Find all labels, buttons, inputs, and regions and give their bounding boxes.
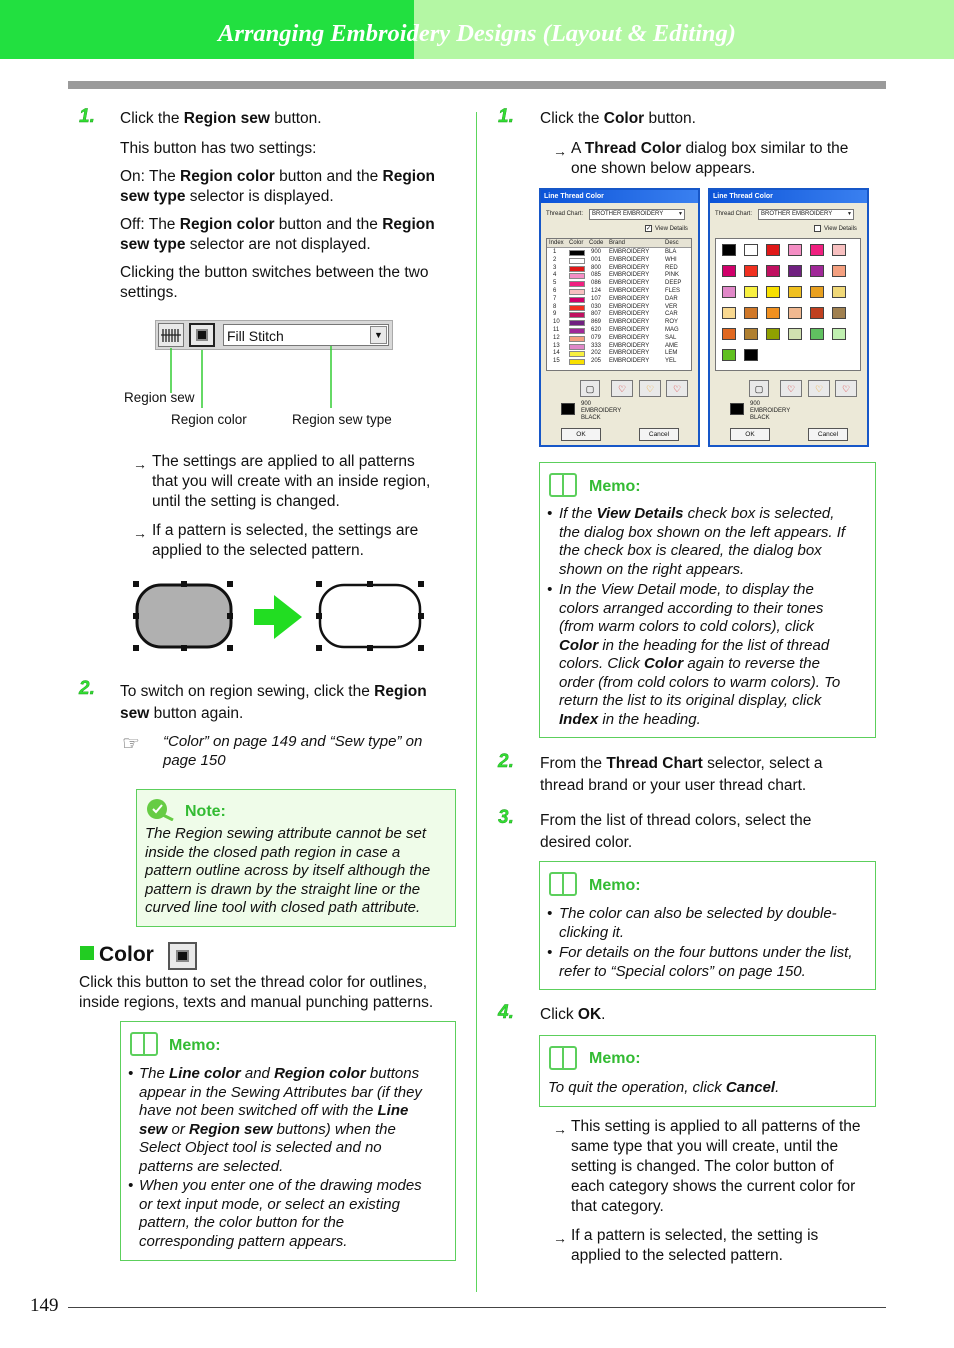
- color-swatch[interactable]: [788, 244, 802, 256]
- paragraph: Clicking the button switches between the two: [120, 264, 429, 281]
- special-color-buttons: [580, 380, 702, 400]
- chevron-down-icon[interactable]: ▼: [370, 326, 387, 344]
- memo-bullet-marker: •: [547, 505, 553, 522]
- view-details-checkbox[interactable]: [814, 225, 821, 232]
- thread-chart-label: Thread Chart:: [546, 211, 584, 217]
- chevron-down-icon: ▼: [678, 211, 683, 217]
- pencil-note-icon: [145, 797, 175, 821]
- row-code: 800: [591, 264, 602, 271]
- table-row[interactable]: [547, 288, 692, 296]
- color-swatch[interactable]: [766, 307, 780, 319]
- row-index: 12: [553, 334, 560, 341]
- table-row[interactable]: [547, 350, 692, 358]
- callout-label: Region sew type: [292, 412, 392, 427]
- row-brand: EMBROIDERY: [609, 342, 650, 349]
- row-brand: EMBROIDERY: [609, 334, 650, 341]
- row-index: 2: [553, 256, 557, 263]
- paragraph: Click this button to set the thread color for outlines,: [79, 974, 428, 991]
- selected-color-info: 900 EMBROIDERY BLACK: [581, 401, 622, 421]
- memo-bullet-marker: •: [547, 944, 553, 961]
- color-swatch[interactable]: [744, 244, 758, 256]
- thread-chart-label: Thread Chart:: [715, 211, 753, 217]
- result-text: This setting is applied to all patterns of the same type that you will create, until the setting is changed. The color button of each category shows the current color for that category.: [571, 1118, 861, 1215]
- row-color-swatch: [569, 266, 585, 272]
- table-row[interactable]: [547, 272, 692, 280]
- thread-list[interactable]: [546, 238, 692, 371]
- row-code: 205: [591, 358, 602, 365]
- cross-reference[interactable]: “Color” on page 149 and “Sew type” on page 150: [163, 733, 423, 769]
- color-swatch[interactable]: [722, 286, 736, 298]
- row-index: 13: [553, 342, 560, 349]
- row-brand: EMBROIDERY: [609, 280, 650, 287]
- section-bullet-icon: [80, 946, 94, 960]
- step-text: Click the Region sew button.: [120, 110, 322, 127]
- memo-box: [539, 462, 876, 738]
- step-number: 3.: [498, 807, 514, 828]
- table-row[interactable]: [547, 319, 692, 327]
- row-color-swatch: [569, 312, 585, 318]
- table-row[interactable]: [547, 335, 692, 343]
- row-brand: EMBROIDERY: [609, 288, 650, 294]
- row-code: 620: [591, 327, 602, 333]
- book-icon: [549, 1046, 577, 1070]
- row-brand: EMBROIDERY: [609, 303, 650, 310]
- select-value: Fill Stitch: [227, 328, 284, 344]
- thread-chart-select[interactable]: BROTHER EMBROIDERY ▼: [589, 209, 685, 220]
- row-brand: EMBROIDERY: [609, 256, 650, 263]
- thread-list-header[interactable]: [547, 239, 692, 248]
- memo-text: In the View Detail mode, to display the colors arranged according to their tones (from warm colors to cold colors), click Color in the heading for the list of thread colors. Click Color again to reverse the order (from cold colors to warm colors). To return the list to its original display, click Index in the heading.: [559, 581, 841, 728]
- color-swatch[interactable]: [744, 349, 758, 361]
- color-swatch[interactable]: [788, 307, 802, 319]
- row-color-swatch: [569, 289, 585, 295]
- row-code: 085: [591, 272, 602, 279]
- column-header[interactable]: Code: [589, 240, 604, 246]
- row-brand: EMBROIDERY: [609, 358, 650, 365]
- view-details-label: View Details: [824, 226, 857, 232]
- memo-text: For details on the four buttons under the list, refer to “Special colors” on page 150.: [559, 944, 853, 980]
- row-index: 1: [553, 249, 557, 255]
- header-rule: [68, 81, 886, 89]
- step-text: Click the Color button.: [540, 110, 696, 127]
- row-description: MAG: [665, 327, 679, 333]
- row-brand: EMBROIDERY: [609, 350, 650, 357]
- color-swatch[interactable]: [744, 328, 758, 340]
- row-description: SAL: [665, 334, 677, 341]
- color-button[interactable]: [168, 942, 197, 970]
- callout-label: Region sew: [124, 390, 195, 405]
- table-row[interactable]: [547, 343, 692, 351]
- color-swatch[interactable]: [810, 286, 824, 298]
- arrow-icon: →: [553, 1121, 567, 1137]
- memo-box: [120, 1021, 456, 1261]
- row-description: AME: [665, 342, 679, 349]
- memo-title: Memo:: [589, 877, 641, 894]
- memo-text: The Line color and Region color buttons appear in the Sewing Attributes bar (if they have not been switched off with the Line sew or Region sew buttons) when the Select Object tool is selected and no patterns are selected.: [139, 1065, 422, 1175]
- memo-title: Memo:: [589, 1050, 641, 1067]
- selected-color-swatch: [730, 403, 744, 415]
- pointing-hand-icon: ☞: [122, 733, 140, 755]
- row-description: FLES: [665, 288, 681, 294]
- step-number: 2.: [498, 751, 514, 772]
- note-box: [136, 789, 456, 927]
- memo-box: [539, 861, 876, 990]
- color-swatch[interactable]: [810, 328, 824, 340]
- row-color-swatch: [569, 273, 585, 279]
- step-text: To switch on region sewing, click the Region sew button again.: [120, 683, 427, 722]
- table-row[interactable]: [547, 265, 692, 273]
- header-title: Arranging Embroidery Designs (Layout & Editing): [218, 20, 736, 47]
- row-color-swatch: [569, 305, 585, 311]
- note-title: Note:: [185, 803, 226, 820]
- row-color-swatch: [569, 344, 585, 350]
- color-swatch[interactable]: [722, 244, 736, 256]
- color-swatch[interactable]: [766, 244, 780, 256]
- row-description: DEEP: [665, 280, 682, 287]
- row-code: 869: [591, 319, 602, 326]
- row-brand: EMBROIDERY: [609, 295, 650, 302]
- color-swatch[interactable]: [832, 328, 846, 340]
- color-swatch[interactable]: [832, 265, 846, 277]
- book-icon: [549, 872, 577, 896]
- row-code: 124: [591, 288, 602, 294]
- row-description: YEL: [665, 358, 677, 365]
- row-description: PINK: [665, 272, 680, 279]
- row-index: 9: [553, 311, 557, 318]
- row-index: 10: [553, 319, 560, 326]
- row-description: CAR: [665, 311, 678, 318]
- row-color-swatch: [569, 351, 585, 357]
- row-description: VER: [665, 303, 678, 310]
- memo-text: To quit the operation, click Cancel.: [548, 1079, 780, 1096]
- table-row[interactable]: [547, 327, 692, 335]
- row-index: 11: [553, 327, 560, 333]
- chevron-down-icon: ▼: [847, 211, 852, 217]
- row-code: 807: [591, 311, 602, 318]
- step-number: 2.: [79, 678, 95, 699]
- color-swatch[interactable]: [810, 307, 824, 319]
- table-row[interactable]: [547, 358, 692, 366]
- cancel-button[interactable]: Cancel: [808, 428, 848, 441]
- row-color-swatch: [569, 281, 585, 287]
- row-code: 107: [591, 295, 602, 302]
- memo-box: [539, 1035, 876, 1107]
- row-description: BLA: [665, 249, 677, 255]
- memo-bullet-marker: •: [547, 581, 553, 598]
- row-color-swatch: [569, 359, 585, 365]
- paragraph: inside regions, texts and manual punching patterns.: [79, 994, 434, 1011]
- view-details-label: View Details: [655, 226, 688, 232]
- step-text: From the Thread Chart selector, select a thread brand or your user thread chart.: [540, 755, 823, 794]
- row-color-swatch: [569, 250, 585, 256]
- row-code: 086: [591, 280, 602, 287]
- color-swatch[interactable]: [788, 328, 802, 340]
- thread-color-dialog-grid: [708, 188, 869, 447]
- row-description: WHI: [665, 256, 677, 263]
- table-row[interactable]: [547, 280, 692, 288]
- memo-text: The color can also be selected by double- clicking it.: [559, 905, 837, 941]
- color-swatch[interactable]: [832, 307, 846, 319]
- arrow-icon: →: [133, 456, 147, 472]
- row-index: 15: [553, 358, 560, 365]
- step-number: 4.: [498, 1002, 514, 1023]
- applique-position-button[interactable]: ♡: [808, 380, 830, 397]
- book-icon: [549, 473, 577, 497]
- row-index: 5: [553, 280, 557, 287]
- region-shapes-figure: [130, 578, 430, 658]
- color-swatch[interactable]: [832, 286, 846, 298]
- memo-text: If the View Details check box is selected, the dialog box shown on the left appears. If the check box is cleared, the dialog box shown on the right appears.: [559, 505, 846, 578]
- arrow-icon: →: [553, 1230, 567, 1246]
- column-header[interactable]: Index: [549, 240, 564, 246]
- step-text: From the list of thread colors, select the desired color.: [540, 812, 812, 851]
- row-brand: EMBROIDERY: [609, 249, 650, 255]
- row-code: 202: [591, 350, 602, 357]
- special-color-buttons: [749, 380, 871, 400]
- paragraph: This button has two settings:: [120, 140, 317, 157]
- memo-bullet-marker: •: [128, 1177, 134, 1194]
- row-color-swatch: [569, 258, 585, 264]
- row-index: 6: [553, 288, 557, 294]
- callout-label: Region color: [171, 412, 247, 427]
- applique-material-button[interactable]: ♡: [780, 380, 802, 397]
- row-description: LEM: [665, 350, 678, 357]
- row-index: 7: [553, 295, 557, 302]
- row-brand: EMBROIDERY: [609, 327, 650, 333]
- row-index: 8: [553, 303, 557, 310]
- paragraph: On: The Region color button and the Region sew type selector is displayed.: [120, 168, 436, 205]
- table-row[interactable]: [547, 296, 692, 304]
- row-brand: EMBROIDERY: [609, 311, 650, 318]
- row-description: ROY: [665, 319, 679, 326]
- result-text: If a pattern is selected, the setting is applied to the selected pattern.: [571, 1227, 819, 1264]
- section-heading: Color: [99, 943, 154, 966]
- note-text: The Region sewing attribute cannot be set inside the closed path region in case a pattern outline across by itself although the pattern is drawn by the straight line or the curved line tool with closed path attribute.: [145, 825, 431, 916]
- thread-color-dialog-detailed: [539, 188, 700, 447]
- step-number: 1.: [498, 106, 514, 127]
- row-code: 001: [591, 256, 602, 263]
- result-text: The settings are applied to all patterns that you will create with an inside region, until the setting is changed.: [152, 453, 431, 510]
- row-description: DAR: [665, 295, 678, 302]
- row-code: 079: [591, 334, 602, 341]
- applique-button[interactable]: ♡: [666, 380, 688, 397]
- memo-title: Memo:: [589, 478, 641, 495]
- memo-bullet-marker: •: [128, 1065, 134, 1082]
- applique-button[interactable]: ♡: [835, 380, 857, 397]
- ok-button[interactable]: OK: [730, 428, 770, 441]
- table-row[interactable]: [547, 249, 692, 257]
- row-code: 333: [591, 342, 602, 349]
- color-swatch[interactable]: [722, 307, 736, 319]
- dialog-title: Line Thread Color: [541, 190, 698, 203]
- row-color-swatch: [569, 297, 585, 303]
- color-swatch[interactable]: [722, 349, 736, 361]
- table-row[interactable]: [547, 257, 692, 265]
- row-description: RED: [665, 264, 678, 271]
- row-index: 4: [553, 272, 557, 279]
- color-swatch[interactable]: [744, 307, 758, 319]
- footer-rule: [68, 1307, 886, 1308]
- memo-bullet-marker: •: [547, 905, 553, 922]
- row-brand: EMBROIDERY: [609, 319, 650, 326]
- color-swatch[interactable]: [744, 265, 758, 277]
- view-details-checkbox[interactable]: ✓: [646, 226, 652, 232]
- memo-title: Memo:: [169, 1037, 221, 1054]
- result-text: If a pattern is selected, the settings are applied to the selected pattern.: [152, 522, 419, 559]
- page-number: 149: [30, 1295, 59, 1316]
- applique-position-button[interactable]: ♡: [639, 380, 661, 397]
- color-swatch[interactable]: [722, 328, 736, 340]
- color-swatch[interactable]: [788, 286, 802, 298]
- color-swatch[interactable]: [788, 265, 802, 277]
- arrow-icon: →: [553, 143, 567, 159]
- color-swatch-icon: [176, 950, 189, 962]
- column-header[interactable]: Color: [569, 240, 584, 246]
- no-color-button[interactable]: ▢: [580, 380, 600, 397]
- applique-material-button[interactable]: ♡: [611, 380, 633, 397]
- table-row[interactable]: [547, 311, 692, 319]
- row-color-swatch: [569, 328, 585, 334]
- table-row[interactable]: [547, 304, 692, 312]
- color-swatch[interactable]: [766, 328, 780, 340]
- color-swatch[interactable]: [832, 244, 846, 256]
- book-icon: [130, 1032, 158, 1056]
- column-header[interactable]: Desc: [665, 240, 679, 246]
- cancel-button[interactable]: Cancel: [639, 428, 679, 441]
- row-code: 900: [591, 249, 602, 255]
- row-index: 14: [553, 350, 560, 357]
- paragraph: settings.: [120, 284, 178, 301]
- row-brand: EMBROIDERY: [609, 264, 650, 271]
- color-swatch[interactable]: [810, 244, 824, 256]
- column-header[interactable]: Brand: [609, 240, 626, 246]
- dialog-title: Line Thread Color: [710, 190, 867, 203]
- column-divider: [476, 112, 477, 1292]
- step-text: Click OK.: [540, 1006, 606, 1023]
- thread-chart-select[interactable]: BROTHER EMBROIDERY ▼: [758, 209, 854, 220]
- step-number: 1.: [79, 106, 95, 127]
- arrow-icon: →: [133, 525, 147, 541]
- row-brand: EMBROIDERY: [609, 272, 650, 279]
- color-swatch[interactable]: [766, 286, 780, 298]
- color-swatch[interactable]: [722, 265, 736, 277]
- memo-text: When you enter one of the drawing modes or text input mode, or select an existing pattern, the color button for the corresponding pattern appears.: [139, 1177, 422, 1250]
- row-color-swatch: [569, 320, 585, 326]
- color-swatch[interactable]: [744, 286, 758, 298]
- color-swatch[interactable]: [766, 265, 780, 277]
- ok-button[interactable]: OK: [561, 428, 601, 441]
- paragraph: Off: The Region color button and the Region sew type selector are not displayed.: [120, 216, 435, 253]
- color-swatch[interactable]: [810, 265, 824, 277]
- thread-color-grid[interactable]: [715, 238, 861, 371]
- row-color-swatch: [569, 336, 585, 342]
- row-index: 3: [553, 264, 557, 271]
- selected-color-info: 900 EMBROIDERY BLACK: [750, 401, 791, 421]
- row-code: 030: [591, 303, 602, 310]
- result-text: A Thread Color dialog box similar to the one shown below appears.: [571, 140, 849, 177]
- selected-color-swatch: [561, 403, 575, 415]
- no-color-button[interactable]: ▢: [749, 380, 769, 397]
